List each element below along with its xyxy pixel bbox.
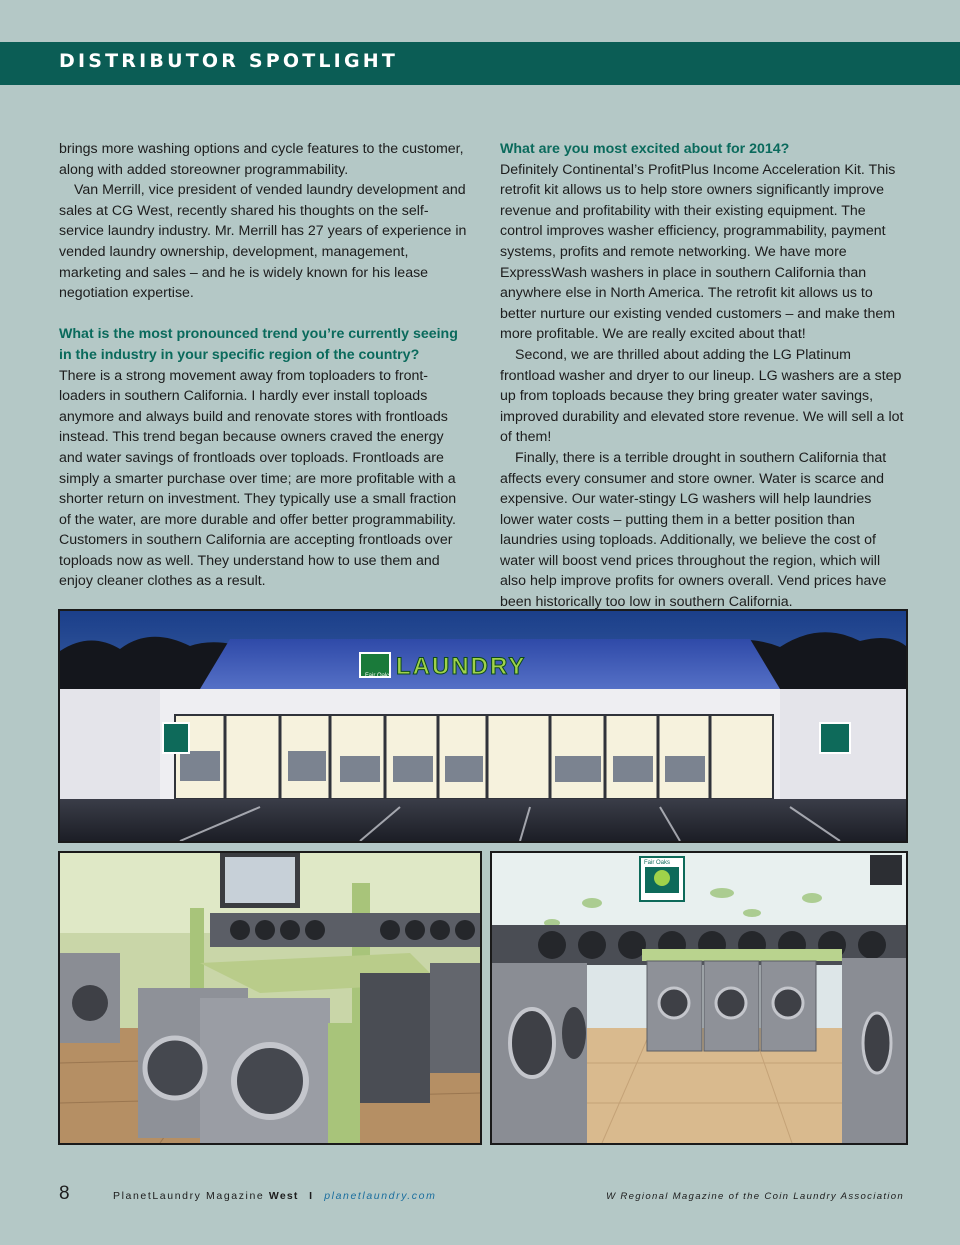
paragraph: Second, we are thrilled about adding the LG Platinum frontload washer and dryer to our lineup. LG washers are a step up from toploads because they bring greater water savings, improved durability and elevated store revenue. We will sell a lot of them! <box>500 346 904 446</box>
interview-question: What are you most excited about for 2014? <box>500 141 790 157</box>
logo-top-text: Fair Oaks <box>644 860 671 866</box>
section-header-bar <box>0 42 960 85</box>
page-footer <box>0 1183 960 1213</box>
paragraph: Finally, there is a terrible drought in southern California that affects every consumer and store owner. Water is scarce and expensive. Our water-stingy LG washers will help laundries lower water costs – putting them in a better position than laundries using toploads. Additionally, we believe the cost of water will boost vend prices throughout the region, which will also help improve profits for owners overall. Vend prices have been historically too low in southern California. <box>500 449 887 611</box>
paragraph: Van Merrill, vice president of vended laundry development and sales at CG West, recently shared his thoughts on the self-service laundry industry. Mr. Merrill has 27 years of experience in vended laundry ownership, development, management, marketing and sales – and he is widely known for his lease negotiation expertise. <box>59 182 467 302</box>
magazine-region: West <box>268 1190 299 1202</box>
interview-answer: There is a strong movement away from toploaders to front-loaders in southern California. I hardly ever install toploads anymore and always build and renovate stores with frontloads instead. This trend began because owners craved the energy and water savings of frontloads over toploads. Frontloads are simply a smarter purchase over time; are more profitable with a shorter return on investment. They typically use a small fraction of the water, are more durable and offer better programmability. Customers in southern California are accepting frontloads over toploads now as well. They understand how to use them and enjoy cleaner clothes as a result. <box>59 367 457 590</box>
storefront-photo <box>58 609 908 843</box>
interior-photo-right <box>490 851 908 1145</box>
interview-question: What is the most pronounced trend you’re currently seeing in the industry in your specific region of the country? <box>59 326 458 363</box>
footer-tagline: W Regional Magazine of the Coin Laundry Association <box>606 1191 904 1202</box>
page-number: 8 <box>59 1183 70 1204</box>
left-column <box>59 139 467 592</box>
storefront-sign: LAUNDRY <box>396 653 527 680</box>
magazine-credit <box>113 1190 436 1202</box>
footer-separator: I <box>309 1190 314 1202</box>
paragraph: brings more washing options and cycle features to the customer, along with added storeowner programmability. <box>59 141 464 178</box>
section-title: DISTRIBUTOR SPOTLIGHT <box>59 50 399 72</box>
magazine-url-link[interactable]: planetlaundry.com <box>324 1190 437 1202</box>
interior-photo-left <box>58 851 482 1145</box>
right-column <box>500 139 908 613</box>
logo-bottom-text: LAUNDRY <box>643 896 673 902</box>
magazine-name: PlanetLaundry Magazine <box>113 1190 265 1202</box>
interview-answer: Definitely Continental’s ProfitPlus Income Acceleration Kit. This retrofit kit allows us to help store owners significantly improve revenue and profitability with their existing equipment. The control improves washer efficiency, programmability, payment systems, profits and remote networking. We have more ExpressWash washers in place in southern California than anywhere else in North America. The retrofit kit allows us to better nurture our existing vended customers – and make them more profitable. We are really excited about that! <box>500 161 896 343</box>
storefront-sign-small: Fair Oaks <box>365 673 392 679</box>
